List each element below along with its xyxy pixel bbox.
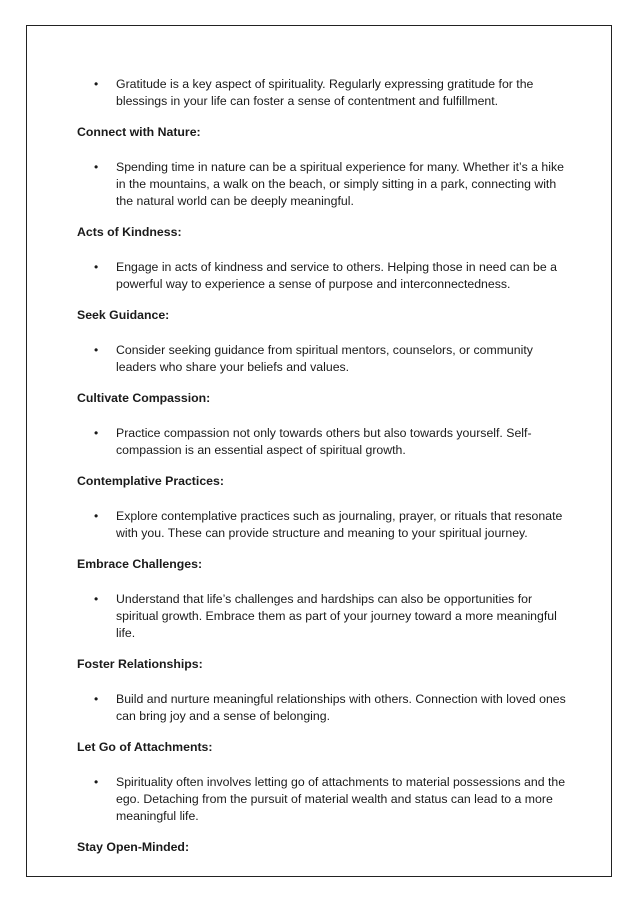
heading-embrace-challenges: Embrace Challenges: bbox=[77, 557, 203, 571]
heading-contemplative-practices: Contemplative Practices: bbox=[77, 474, 224, 488]
bullet-dot-icon: • bbox=[94, 592, 99, 606]
bullet-dot-icon: • bbox=[94, 775, 99, 789]
bullet-text: Practice compassion not only towards others but also towards yourself. Self-compassion is an essential aspect of spiritual growth. bbox=[116, 426, 532, 457]
heading-seek-guidance: Seek Guidance: bbox=[77, 308, 170, 322]
bullet-text: Engage in acts of kindness and service to others. Helping those in need can be a powerful way to experience a sense of purpose and interconnectedness. bbox=[116, 260, 557, 291]
bullet-text: Spending time in nature can be a spiritual experience for many. Whether it’s a hike in the mountains, a walk on the beach, or simply sitting in a park, connecting with the natural world can be deeply meaningful. bbox=[116, 160, 564, 208]
bullet-item-relationships bbox=[77, 691, 567, 725]
heading-stay-open-minded: Stay Open-Minded: bbox=[77, 840, 190, 854]
bullet-dot-icon: • bbox=[94, 692, 99, 706]
heading-let-go-of-attachments: Let Go of Attachments: bbox=[77, 740, 213, 754]
bullet-item-challenges bbox=[77, 591, 567, 642]
bullet-item-compassion bbox=[77, 425, 567, 459]
bullet-item-guidance bbox=[77, 342, 567, 376]
heading-connect-with-nature: Connect with Nature: bbox=[77, 125, 201, 139]
bullet-text: Spirituality often involves letting go of attachments to material possessions and the ego. Detaching from the pursuit of material wealth and status can lead to a more meaningful life. bbox=[116, 775, 566, 823]
bullet-item-contemplative bbox=[77, 508, 567, 542]
bullet-dot-icon: • bbox=[94, 160, 99, 174]
bullet-dot-icon: • bbox=[94, 260, 99, 274]
bullet-dot-icon: • bbox=[94, 509, 99, 523]
bullet-text: Consider seeking guidance from spiritual mentors, counselors, or community leaders who share your beliefs and values. bbox=[116, 343, 533, 374]
bullet-text: Gratitude is a key aspect of spirituality. Regularly expressing gratitude for the blessings in your life can foster a sense of contentment and fulfillment. bbox=[116, 77, 534, 108]
heading-foster-relationships: Foster Relationships: bbox=[77, 657, 203, 671]
bullet-item-gratitude bbox=[77, 76, 567, 110]
bullet-item-kindness bbox=[77, 259, 567, 293]
heading-acts-of-kindness: Acts of Kindness: bbox=[77, 225, 182, 239]
bullet-item-attachments bbox=[77, 774, 567, 825]
bullet-item-nature bbox=[77, 159, 567, 210]
bullet-text: Understand that life’s challenges and hardships can also be opportunities for spiritual growth. Embrace them as part of your journey toward a more meaningful life. bbox=[116, 592, 557, 640]
document-body bbox=[77, 76, 567, 856]
heading-cultivate-compassion: Cultivate Compassion: bbox=[77, 391, 211, 405]
bullet-text: Build and nurture meaningful relationships with others. Connection with loved ones can bring joy and a sense of belonging. bbox=[116, 692, 566, 723]
bullet-text: Explore contemplative practices such as journaling, prayer, or rituals that resonate with you. These can provide structure and meaning to your spiritual journey. bbox=[116, 509, 563, 540]
bullet-dot-icon: • bbox=[94, 343, 99, 357]
bullet-dot-icon: • bbox=[94, 77, 99, 91]
bullet-dot-icon: • bbox=[94, 426, 99, 440]
